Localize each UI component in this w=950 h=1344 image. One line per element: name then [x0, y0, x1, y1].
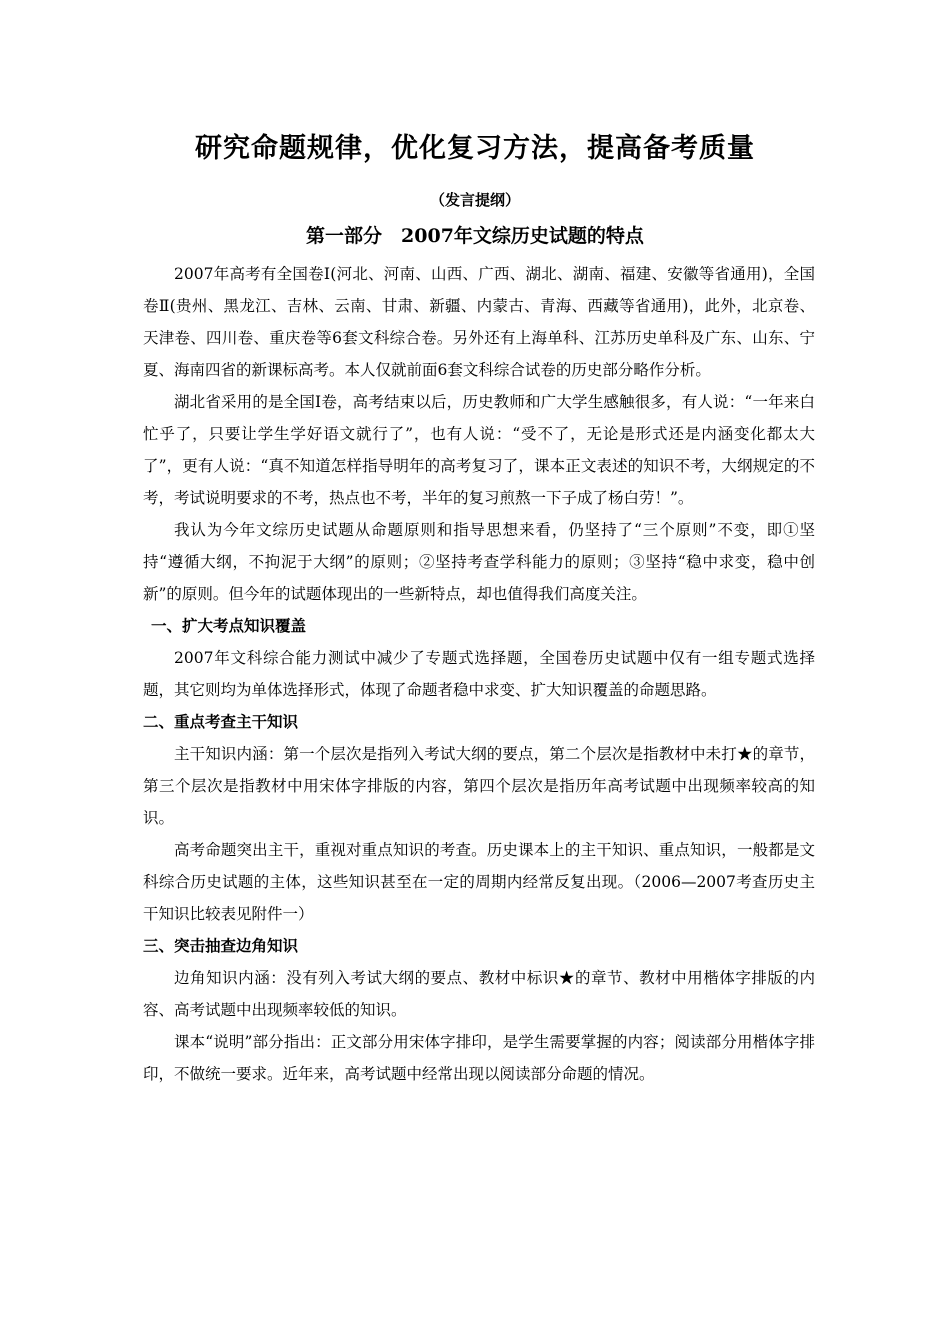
intro-paragraph-3: 我认为今年文综历史试题从命题原则和指导思想来看，仍坚持了“三个原则”不变，即①坚持“遵循大纲，不拘泥于大纲”的原则；②坚持考查学科能力的原则；③坚持“稳中求变，稳中创新”的原则。但今年的试题体现出的一些新特点，却也值得我们高度关注。 — [143, 521, 815, 603]
section-heading-2: 二、重点考查主干知识 — [143, 712, 299, 731]
intro-paragraph-1: 2007年高考有全国卷Ⅰ(河北、河南、山西、广西、湖北、湖南、福建、安徽等省通用)，全国卷Ⅱ(贵州、黑龙江、吉林、云南、甘肃、新疆、内蒙古、青海、西藏等省通用)，此外，北京卷、天津卷、四川卷、重庆卷等6套文科综合卷。另外还有上海单科、江苏历史单科及广东、山东、宁夏、海南四省的新课标高考。本人仅就前面6套文科综合试卷的历史部分略作分析。 — [143, 265, 815, 379]
section-heading-3: 三、突击抽查边角知识 — [143, 936, 299, 955]
document-subtitle: （发言提纲） — [429, 191, 520, 209]
section-heading-1: 一、扩大考点知识覆盖 — [151, 616, 307, 635]
section-1-paragraph-1: 2007年文科综合能力测试中减少了专题式选择题，全国卷历史试题中仅有一组专题式选择题，其它则均为单体选择形式，体现了命题者稳中求变、扩大知识覆盖的命题思路。 — [143, 649, 815, 699]
section-2-paragraph-1: 主干知识内涵：第一个层次是指列入考试大纲的要点，第二个层次是指教材中未打★的章节，第三个层次是指教材中用宋体字排版的内容，第四个层次是指历年高考试题中出现频率较高的知识。 — [143, 745, 815, 827]
document-body — [143, 258, 815, 1090]
intro-paragraph-2: 湖北省采用的是全国Ⅰ卷，高考结束以后，历史教师和广大学生感触很多，有人说：“一年来白忙乎了，只要让学生学好语文就行了”，也有人说：“受不了，无论是形式还是内涵变化都太大了”，更有人说：“真不知道怎样指导明年的高考复习了，课本正文表述的知识不考，大纲规定的不考，考试说明要求的不考，热点也不考，半年的复习煎熬一下子成了杨白劳！”。 — [143, 393, 815, 507]
document-title: 研究命题规律，优化复习方法，提高备考质量 — [195, 133, 755, 164]
section-3-paragraph-1: 边角知识内涵：没有列入考试大纲的要点、教材中标识★的章节、教材中用楷体字排版的内容、高考试题中出现频率较低的知识。 — [143, 969, 815, 1019]
part-heading: 第一部分 2007年文综历史试题的特点 — [306, 225, 644, 247]
section-3-paragraph-2: 课本“说明”部分指出：正文部分用宋体字排印，是学生需要掌握的内容；阅读部分用楷体字排印，不做统一要求。近年来，高考试题中经常出现以阅读部分命题的情况。 — [143, 1033, 815, 1083]
section-2-paragraph-2: 高考命题突出主干，重视对重点知识的考查。历史课本上的主干知识、重点知识，一般都是文科综合历史试题的主体，这些知识甚至在一定的周期内经常反复出现。（2006—2007考查历史主干知识比较表见附件一） — [143, 841, 815, 923]
